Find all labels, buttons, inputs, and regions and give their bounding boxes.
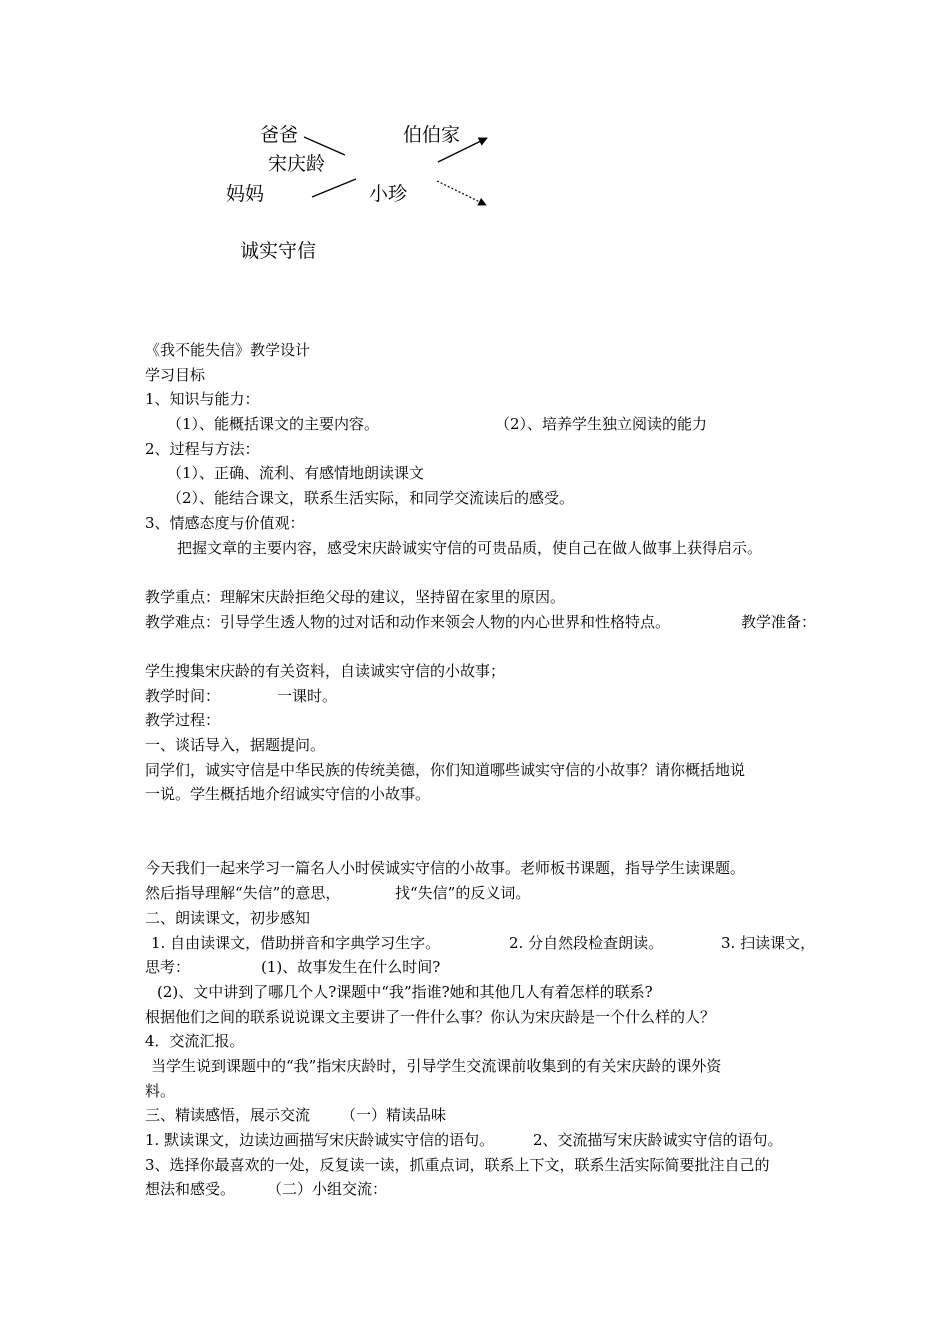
section-2-item-3: 3. 扫读课文，: [721, 933, 816, 952]
section-1-shixin-meaning: 然后指导理解“失信”的意思，: [145, 884, 341, 903]
teaching-difficulty: 教学难点：引导学生透人物的过对话和动作来领会人物的内心世界和性格特点。: [145, 612, 671, 631]
mama-connector-line: [312, 179, 356, 197]
label-xiaozhen: 小珍: [369, 183, 408, 205]
section-2-question-3: 根据他们之间的联系说说课文主要讲了一件什么事？你认为宋庆龄是一个什么样的人？: [145, 1007, 716, 1026]
label-bobo-jia: 伯伯家: [403, 124, 461, 146]
section-3-item-3-line-2: [145, 1177, 825, 1202]
section-2-report-line-1: 当学生说到课题中的“我”指宋庆龄时，引导学生交流课前收集到的有关宋庆龄的课外资: [151, 1056, 722, 1075]
knowledge-item-1: （1）、能概括课文的主要内容。: [167, 415, 380, 434]
process-method-item-1: （1）、正确、流利、有感情地朗读课文: [167, 464, 425, 483]
teaching-prep: 学生搜集宋庆龄的有关资料，自读诚实守信的小故事；: [145, 661, 506, 680]
teaching-prep-label: 教学准备：: [741, 612, 817, 631]
section-1-para-2-line-2: [145, 881, 825, 906]
section-2-question-1: (1)、故事发生在什么时间?: [261, 958, 441, 977]
section-3-item-2: 2、交流描写宋庆龄诚实守信的语句。: [533, 1131, 783, 1150]
doc-title: 《我不能失信》教学设计: [145, 341, 311, 359]
process-method-heading: 2、过程与方法：: [145, 439, 260, 458]
section-2-question-2: (2)、文中讲到了哪几个人?课题中“我”指谁?她和其他几人有着怎样的联系?: [157, 982, 653, 1001]
section-3-item-1: 1. 默读课文，边读边画描写宋庆龄诚实守信的语句。: [145, 1131, 495, 1150]
process-method-item-2: （2）、能结合课文，联系生活实际，和同学交流读后的感受。: [167, 489, 575, 508]
goals-heading: 学习目标: [145, 365, 206, 384]
teaching-key-point: 教学重点：理解宋庆龄拒绝父母的建议，坚持留在家里的原因。: [145, 587, 566, 606]
dotted-arrow-from-xiaozhen: [437, 181, 486, 205]
diagram-lines: [0, 0, 950, 300]
section-1-heading: 一、谈话导入，据题提问。: [145, 736, 326, 754]
section-1-shixin-antonym: 找“失信”的反义词。: [395, 884, 531, 903]
teaching-time-line: [145, 684, 825, 709]
emotion-item-1: 把握文章的主要内容，感受宋庆龄诚实守信的可贵品质，使自己在做人做事上获得启示。: [177, 538, 763, 557]
section-3-subheading-1: （一）精读品味: [341, 1106, 447, 1125]
label-chengshi-shouxin: 诚实守信: [240, 240, 317, 262]
blank-line: [145, 560, 825, 585]
teaching-time-label: 教学时间：: [145, 686, 221, 705]
blank-lines: [145, 807, 825, 856]
section-2-item-1: 1. 自由读课文，借助拼音和字典学习生字。: [151, 933, 441, 952]
section-2-think-line: [145, 955, 825, 980]
section-1-para-1-line-1: 同学们，诚实守信是中华民族的传统美德，你们知道哪些诚实守信的小故事？请你概括地说: [145, 760, 746, 779]
section-2-items-line: [145, 931, 825, 956]
section-2-heading: 二、朗读课文，初步感知: [145, 908, 311, 927]
section-1-para-2-line-1: 今天我们一起来学习一篇名人小时侯诚实守信的小故事。老师板书课题，指导学生读课题。: [145, 859, 746, 878]
lesson-plan-document: [145, 338, 825, 1202]
label-mama: 妈妈: [226, 183, 265, 205]
section-3-subheading-2: （二）小组交流：: [267, 1180, 388, 1199]
teaching-time-value: 一课时。: [277, 686, 338, 705]
blank-line: [145, 634, 825, 659]
section-2-report-line-2: 料。: [145, 1081, 176, 1100]
label-song-qingling: 宋庆龄: [268, 153, 326, 175]
teaching-process-label: 教学过程：: [145, 711, 221, 730]
section-1-para-1-line-2: 一说。学生概括地介绍诚实守信的小故事。: [145, 785, 431, 804]
knowledge-items: [145, 412, 825, 437]
knowledge-heading: 1、知识与能力：: [145, 390, 260, 409]
knowledge-item-2: （2）、培养学生独立阅读的能力: [495, 415, 708, 434]
section-3-item-3-end: 想法和感受。: [145, 1180, 236, 1199]
emotion-heading: 3、情感态度与价值观：: [145, 513, 305, 532]
teaching-difficulty-line: [145, 610, 825, 635]
section-3-heading: 三、精读感悟，展示交流: [145, 1106, 311, 1125]
section-2-item-2: 2. 分自然段检查朗读。: [509, 933, 664, 952]
section-3-items-line: [145, 1128, 825, 1153]
section-3-item-3-line-1: 3、选择你最喜欢的一处，反复读一读，抓重点词，联系上下文，联系生活实际简要批注自己的: [145, 1155, 770, 1174]
section-3-heading-line: [145, 1103, 825, 1128]
label-baba: 爸爸: [260, 124, 299, 146]
section-2-item-4: 4．交流汇报。: [145, 1032, 245, 1051]
section-2-think-label: 思考：: [145, 958, 191, 977]
